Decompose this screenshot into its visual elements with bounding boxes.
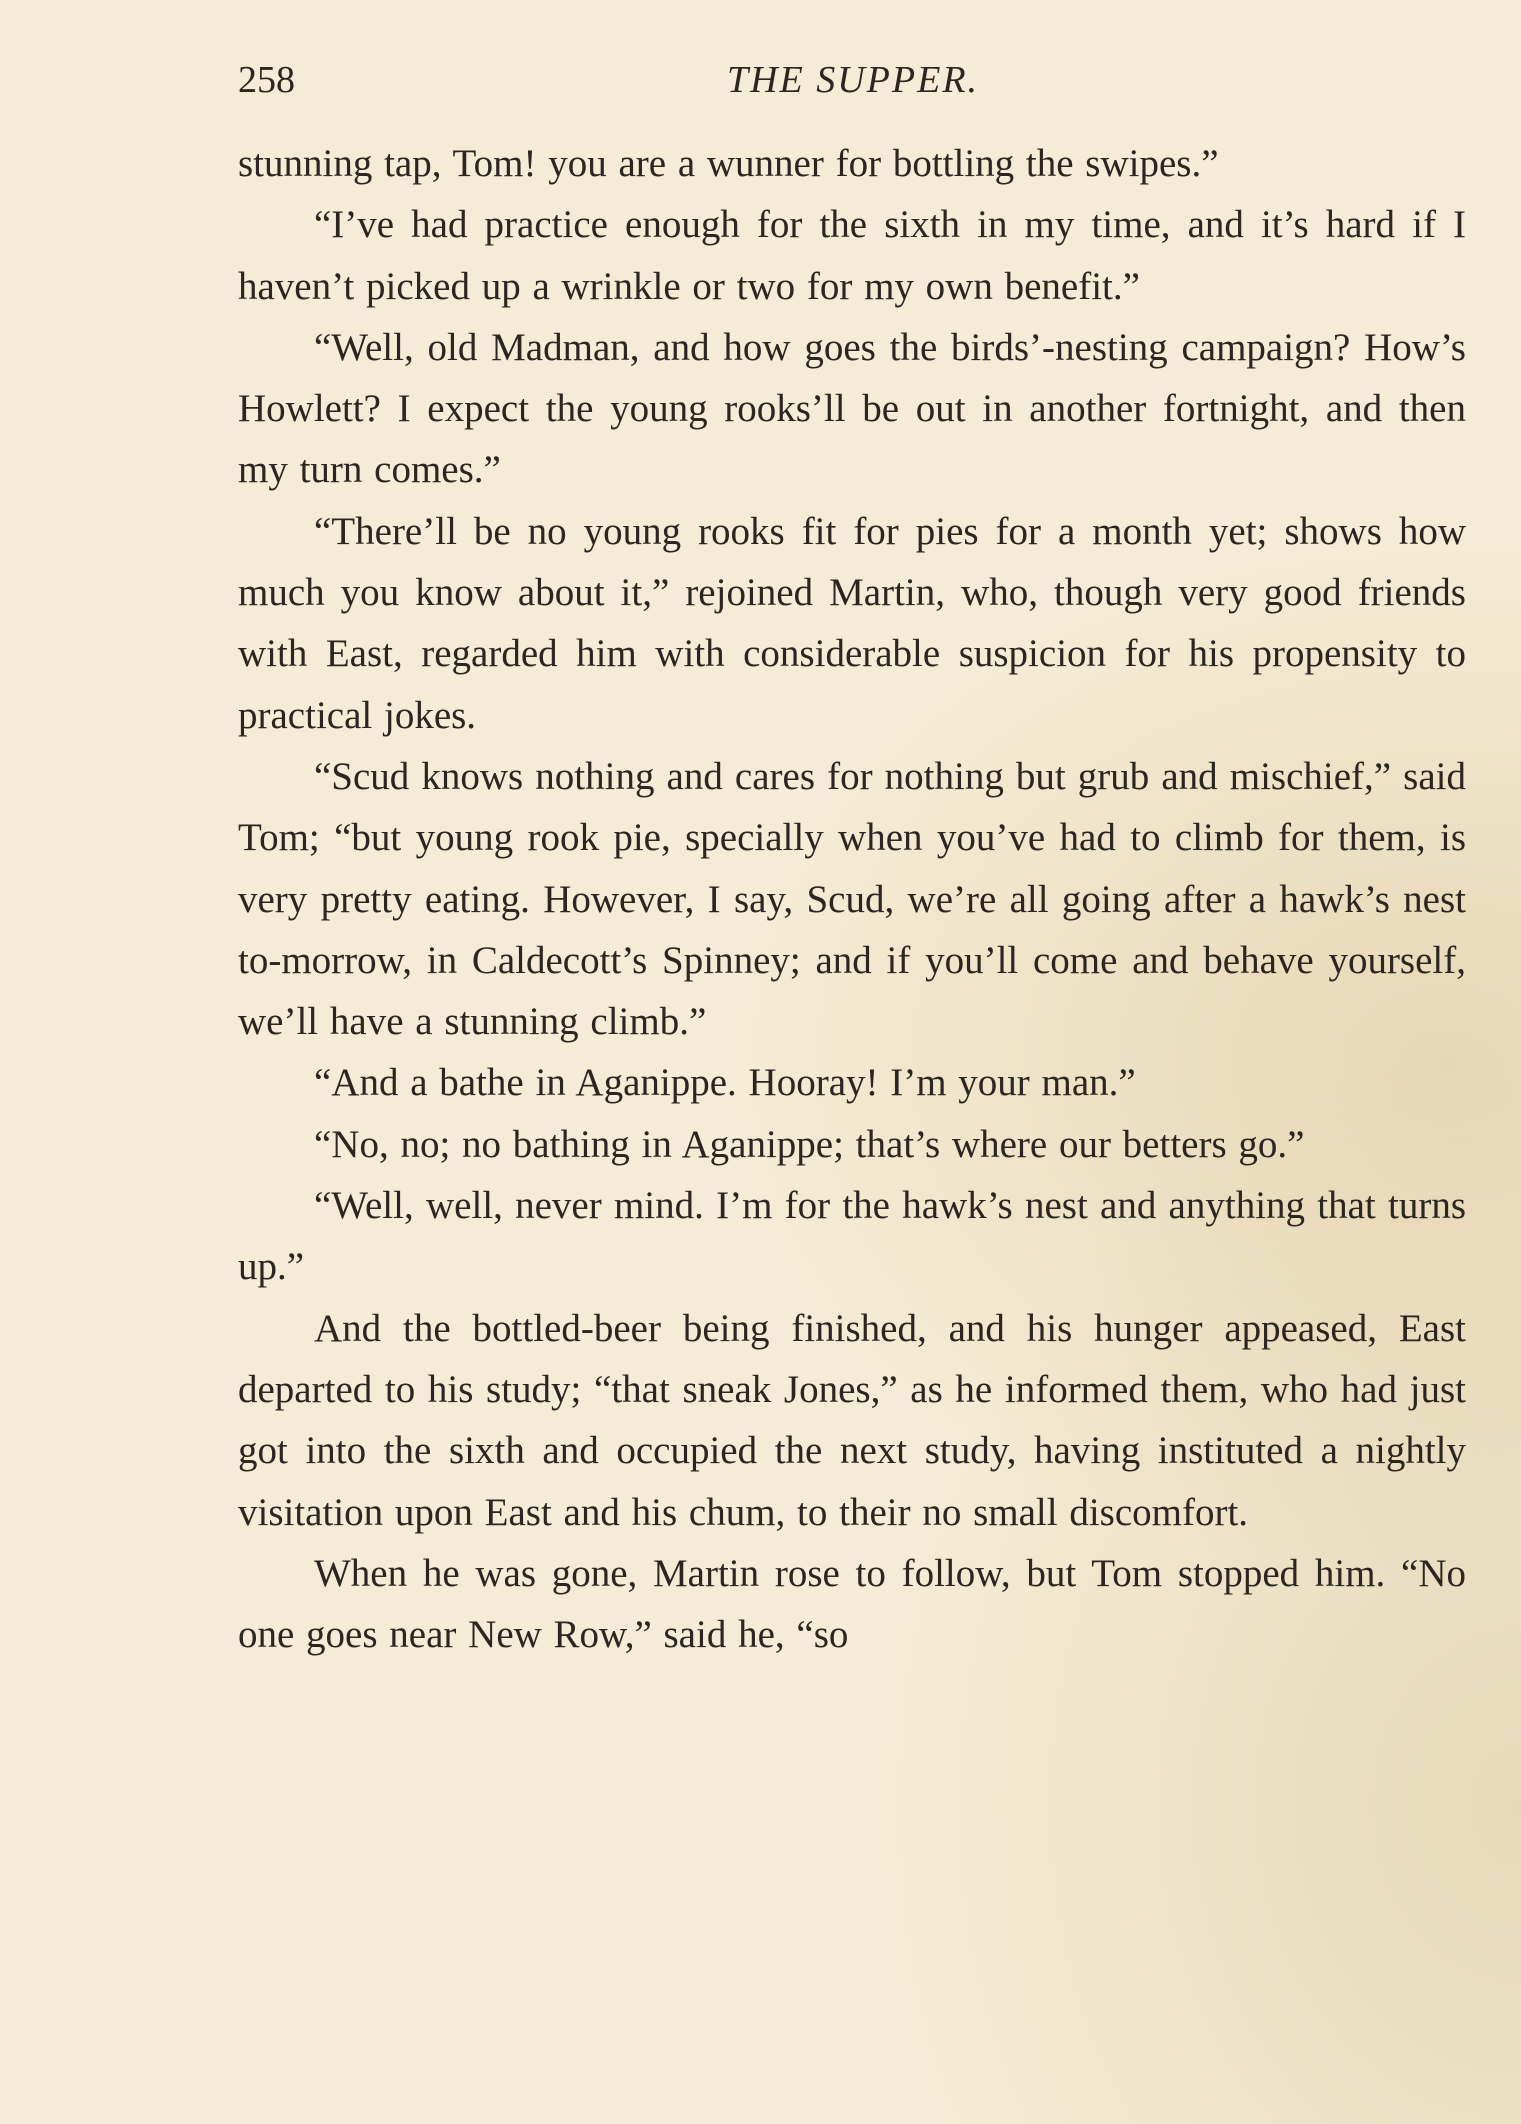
body-text xyxy=(238,133,1466,1665)
paragraph: When he was gone, Martin rose to follow, but Tom stopped him. “No one goes near New Row,” said he, “so xyxy=(238,1551,1466,1657)
running-title: THE SUPPER. xyxy=(726,59,980,101)
page-number: 258 xyxy=(238,59,295,101)
paragraph: “I’ve had practice enough for the sixth in my time, and it’s hard if I haven’t picked up a wrinkle or two for my own benefit.” xyxy=(238,203,1466,308)
paragraph: “And a bathe in Aganippe. Hooray! I’m your man.” xyxy=(314,1061,1136,1105)
paragraph: “No, no; no bathing in Aganippe; that’s where our betters go.” xyxy=(314,1122,1305,1166)
paragraph: “Well, old Madman, and how goes the birds’-nesting campaign? How’s Howlett? I expect the young rooks’ll be out in another fortnight, and then my turn comes.” xyxy=(238,325,1466,492)
paragraph: “Well, well, never mind. I’m for the hawk’s nest and anything that turns up.” xyxy=(238,1184,1466,1289)
paragraph: “There’ll be no young rooks fit for pies for a month yet; shows how much you know about it,” rejoined Martin, who, though very good friends with East, regarded him with considerable suspicion for his propensity to practical jokes. xyxy=(238,509,1466,737)
paragraph: And the bottled-beer being finished, and his hunger appeased, East departed to his study; “that sneak Jones,” as he informed them, who had just got into the sixth and occupied the next study, having instituted a nightly visitation upon East and his chum, to their no small discomfort. xyxy=(238,1306,1466,1534)
paragraph: stunning tap, Tom! you are a wunner for bottling the swipes.” xyxy=(238,142,1219,185)
page-header xyxy=(238,58,1468,108)
paragraph: “Scud knows nothing and cares for nothing but grub and mischief,” said Tom; “but young rook pie, specially when you’ve had to climb for them, is very pretty eating. However, I say, Scud, we’re all going after a hawk’s nest to-morrow, in Caldecott’s Spinney; and if you’ll come and behave yourself, we’ll have a stunning climb.” xyxy=(238,754,1466,1044)
